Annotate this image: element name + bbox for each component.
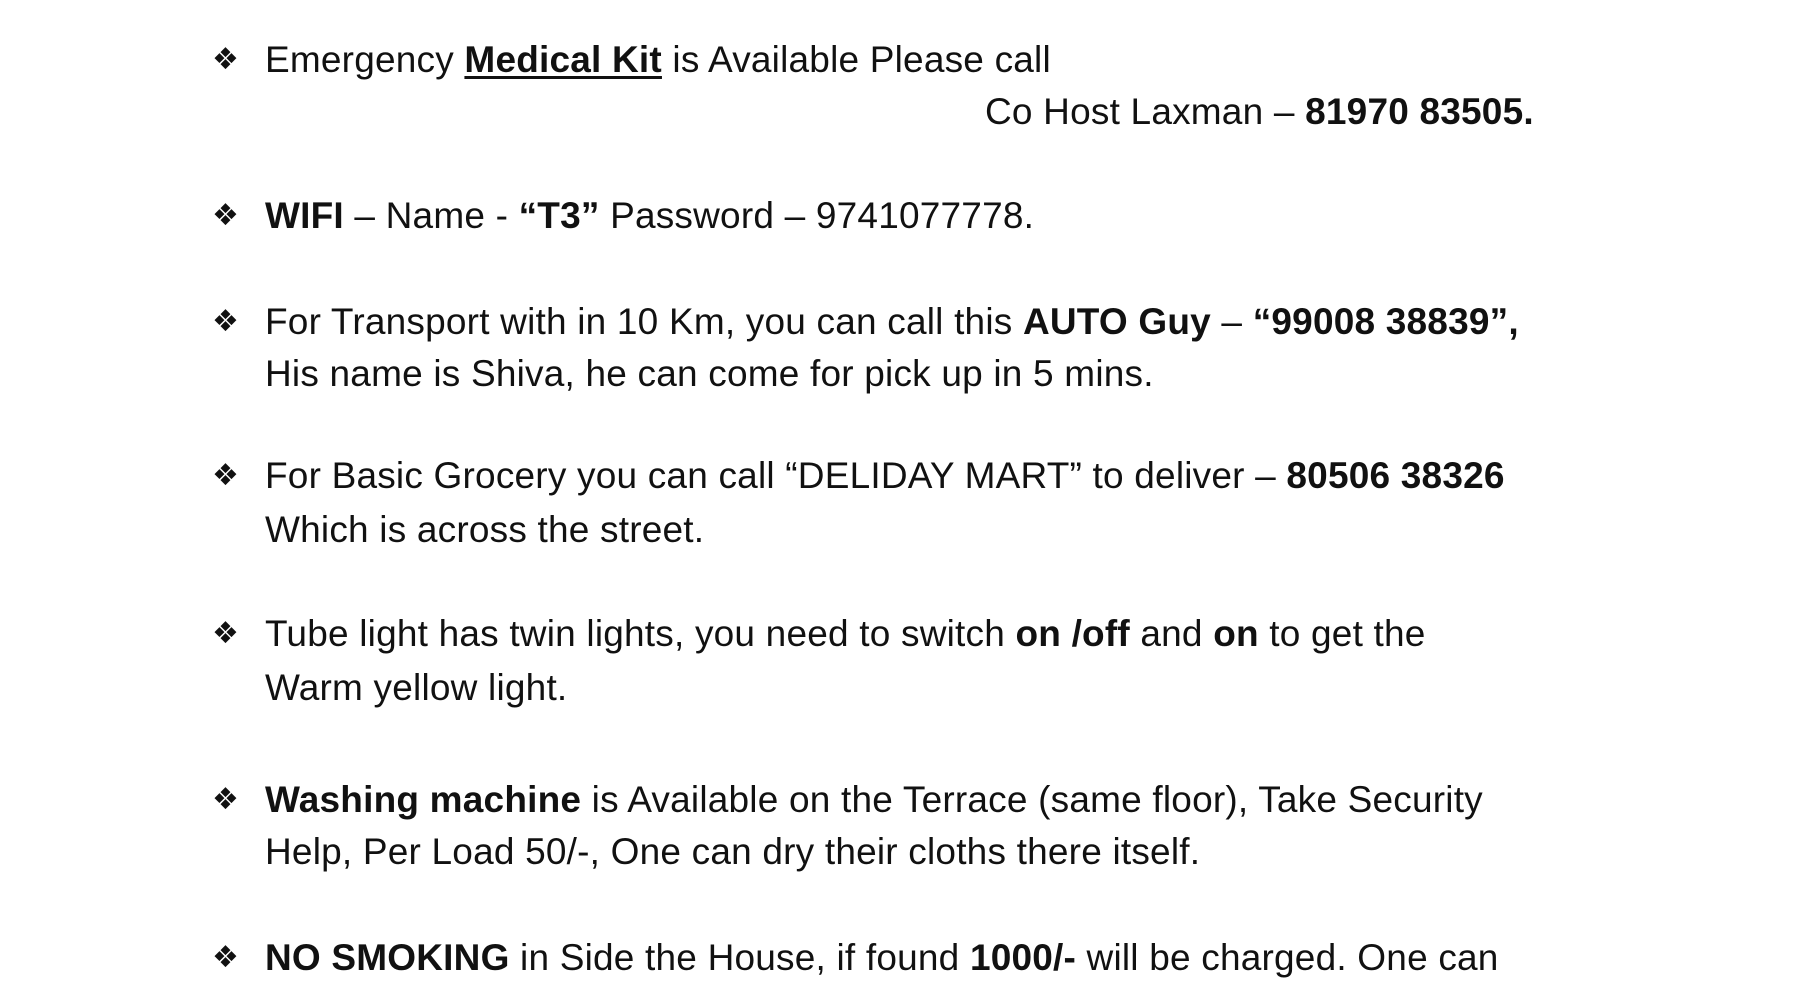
bullet-icon: ❖ [212, 198, 240, 233]
bullet-icon: ❖ [212, 782, 240, 817]
text-run: – Name - [343, 195, 519, 236]
list-item-text [265, 932, 1595, 984]
text-run: and [1129, 613, 1214, 654]
text-line [265, 450, 1595, 502]
text-run: is Available on the Terrace (same floor), Take Security [581, 779, 1483, 820]
list-item-text [265, 608, 1595, 714]
text-line [265, 296, 1595, 348]
text-run: is Available Please call [661, 39, 1051, 80]
text-line [265, 932, 1595, 984]
text-run: Co Host Laxman – [985, 91, 1306, 132]
text-run: Password – 9741077778. [599, 195, 1035, 236]
text-line [265, 608, 1595, 660]
text-line [265, 826, 1595, 878]
text-line [265, 190, 1595, 242]
text-run: Help, Per Load 50/-, One can dry their cloths there itself. [265, 831, 1201, 872]
text-run: Tube light has twin lights, you need to switch [265, 613, 1016, 654]
bold-text: 81970 83505. [1305, 91, 1534, 132]
text-run: For Transport with in 10 Km, you can call this [265, 301, 1023, 342]
bullet-icon: ❖ [212, 458, 240, 493]
bullet-icon: ❖ [212, 940, 240, 975]
text-run: For Basic Grocery you can call “DELIDAY MART” to deliver – [265, 455, 1287, 496]
text-run: to get the [1258, 613, 1426, 654]
list-item-text [265, 296, 1595, 400]
bold-text: 1000/- [969, 937, 1077, 978]
text-run: in Side the House, if found [509, 937, 970, 978]
text-line [265, 86, 1595, 138]
text-run: His name is Shiva, he can come for pick up in 5 mins. [265, 353, 1154, 394]
text-run: Warm yellow light. [265, 667, 568, 708]
bold-text: on [1213, 613, 1259, 654]
text-run: – [1210, 301, 1253, 342]
text-run: will be charged. One can [1076, 937, 1499, 978]
bold-text: AUTO Guy [1022, 301, 1211, 342]
bold-text: Washing machine [265, 779, 582, 820]
text-line [265, 34, 1595, 86]
list-item-text [265, 774, 1595, 878]
bold-text: NO SMOKING [265, 937, 510, 978]
bold-text: on /off [1015, 613, 1130, 654]
bold-text: “T3” [518, 195, 600, 236]
text-run: Emergency [265, 39, 465, 80]
bold-text: WIFI [265, 195, 344, 236]
text-line [265, 662, 1595, 714]
text-line [265, 504, 1595, 556]
list-item-text [265, 34, 1595, 138]
list-item-text [265, 190, 1595, 242]
bullet-icon: ❖ [212, 304, 240, 339]
bold-text: 80506 38326 [1286, 455, 1505, 496]
text-line [265, 348, 1595, 400]
text-line [265, 774, 1595, 826]
bold-text [464, 39, 662, 80]
bullet-icon: ❖ [212, 616, 240, 651]
list-item-text [265, 450, 1595, 556]
underlined-bold-text: Medical Kit [464, 39, 662, 80]
bold-text: “99008 38839”, [1252, 301, 1519, 342]
bullet-icon: ❖ [212, 42, 240, 77]
text-run: Which is across the street. [265, 509, 705, 550]
